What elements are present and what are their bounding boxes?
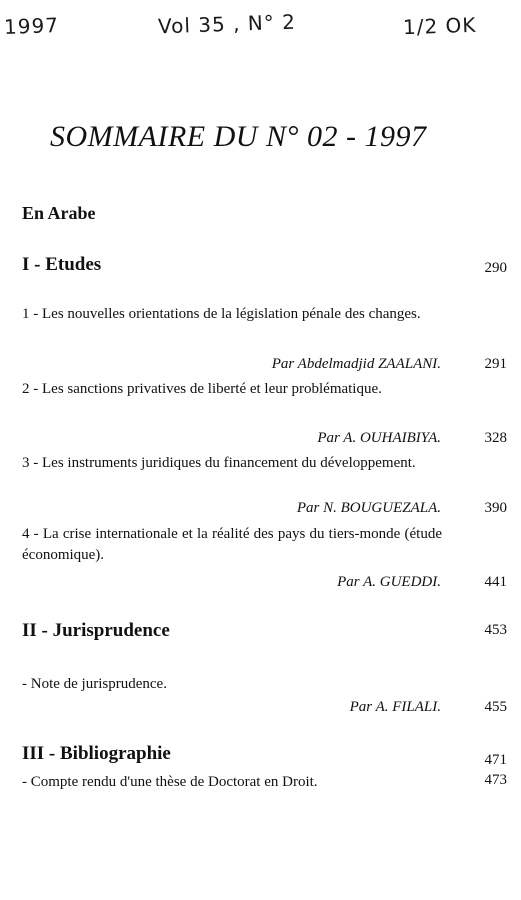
handwritten-note: 1/2 OK <box>402 12 477 40</box>
section-heading-bibliographie: III - Bibliographie <box>22 743 171 764</box>
page-number-3: 390 <box>484 500 507 516</box>
section-page-jurisprudence: 453 <box>484 622 507 638</box>
author-3: Par N. BOUGUEZALA. <box>296 500 441 516</box>
page-number-6: 473 <box>484 772 507 788</box>
toc-entry-6: - Compte rendu d'une thèse de Doctorat en Droit. <box>22 774 318 790</box>
handwritten-year: 1997 <box>3 13 60 39</box>
author-5: Par A. FILALI. <box>349 699 441 715</box>
page-number-1: 291 <box>484 356 507 372</box>
toc-entry-4: 4 - La crise internationale et la réalité des pays du tiers-monde (étude économique). <box>22 526 442 563</box>
author-4: Par A. GUEDDI. <box>337 574 441 590</box>
page-number-5: 455 <box>484 699 507 715</box>
page-number-2: 328 <box>484 430 507 446</box>
section-page-bibliographie: 471 <box>484 752 507 768</box>
toc-entry-5: - Note de jurisprudence. <box>22 676 167 692</box>
handwritten-volume: Vol 35 , N° 2 <box>157 9 297 39</box>
author-2: Par A. OUHAIBIYA. <box>317 430 441 446</box>
section-heading-etudes: I - Etudes <box>22 254 102 275</box>
toc-entry-1: 1 - Les nouvelles orientations de la législation pénale des changes. <box>22 306 421 322</box>
language-label: En Arabe <box>22 203 96 223</box>
page-number-4: 441 <box>484 574 507 590</box>
toc-entry-2: 2 - Les sanctions privatives de liberté et leur problématique. <box>22 381 382 397</box>
author-1: Par Abdelmadjid ZAALANI. <box>271 356 441 372</box>
section-heading-jurisprudence: II - Jurisprudence <box>22 620 170 641</box>
page-title: SOMMAIRE DU N° 02 - 1997 <box>50 120 427 153</box>
section-page-etudes: 290 <box>484 260 507 276</box>
toc-entry-3: 3 - Les instruments juridiques du financement du développement. <box>22 455 416 471</box>
